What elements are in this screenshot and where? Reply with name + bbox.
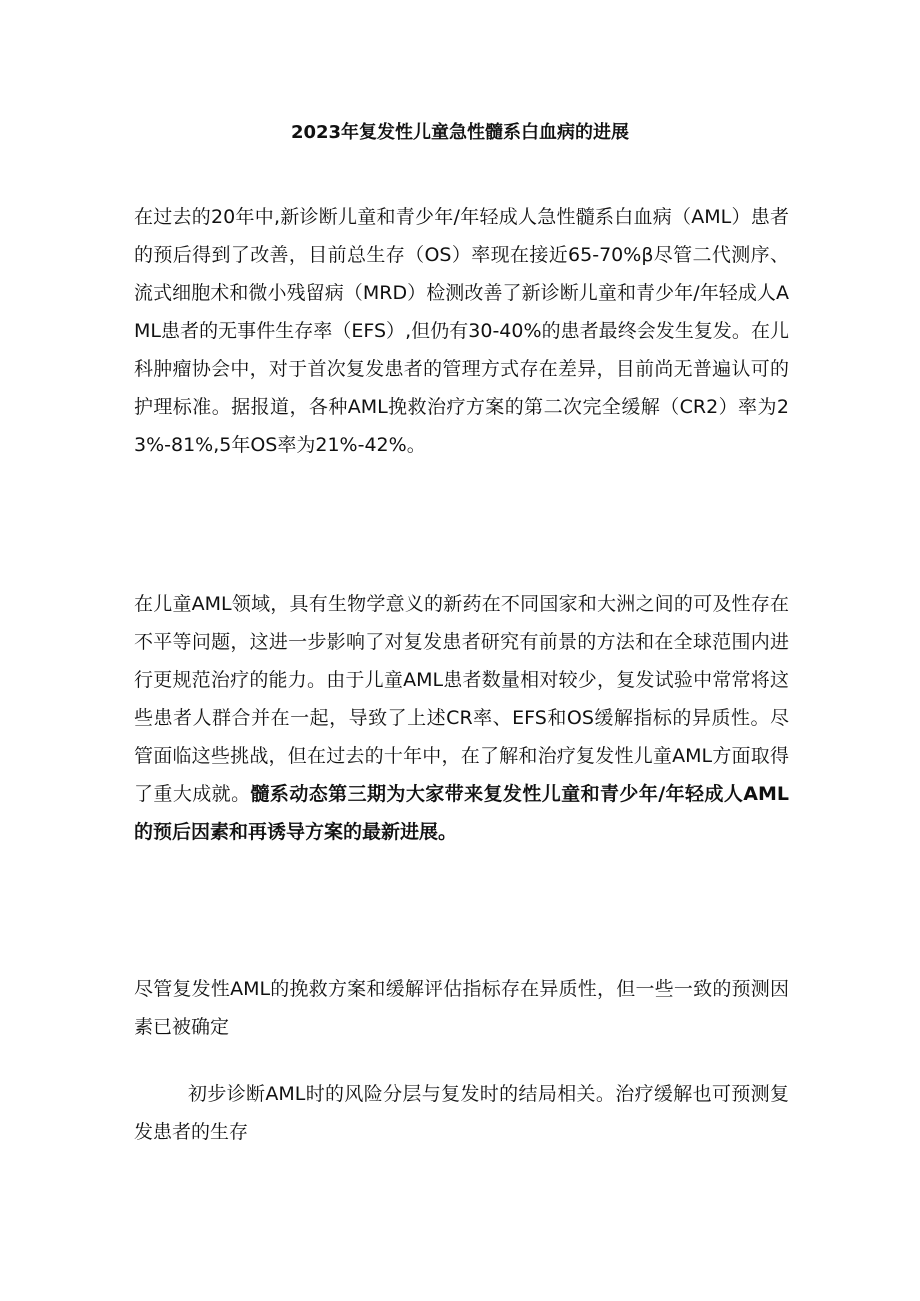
document-title: 2023年复发性儿童急性髓系白血病的进展 (290, 122, 630, 143)
paragraph-challenges-text: 在儿童AML领域，具有生物学意义的新药在不同国家和大洲之间的可及性存在不平等问题，这进一步影响了对复发患者研究有前景的方法和在全球范围内进行更规范治疗的能力。由于儿童AML患者数量相对较少，复发试验中常常将这些患者人群合并在一起，导致了上述CR率、EFS和OS缓解指标的异质性。尽管面临这些挑战，但在过去的十年中，在了解和治疗复发性儿童AML方面取得了重大成就。 (134, 593, 789, 805)
paragraph-risk-stratification: 初步诊断AML时的风险分层与复发时的结局相关。治疗缓解也可预测复发患者的生存 (134, 1083, 789, 1143)
paragraph-challenges (134, 585, 789, 851)
paragraph-intro: 在过去的20年中,新诊断儿童和青少年/年轻成人急性髓系白血病（AML）患者的预后得到了改善，目前总生存（OS）率现在接近65-70%β尽管二代测序、流式细胞术和微小残留病（MRD）检测改善了新诊断儿童和青少年/年轻成人AML患者的无事件生存率（EFS）,但仍有30-40%的患者最终会发生复发。在儿科肿瘤协会中，对于首次复发患者的管理方式存在差异，目前尚无普遍认可的护理标准。据报道，各种AML挽救治疗方案的第二次完全缓解（CR2）率为23%-81%,5年OS率为21%-42%。 (134, 206, 789, 456)
paragraph-predictors: 尽管复发性AML的挽救方案和缓解评估指标存在异质性，但一些一致的预测因素已被确定 (134, 978, 789, 1038)
paragraph-challenges-highlight: 髓系动态第三期为大家带来复发性儿童和青少年/年轻成人AML的预后因素和再诱导方案的最新进展。 (134, 783, 789, 843)
